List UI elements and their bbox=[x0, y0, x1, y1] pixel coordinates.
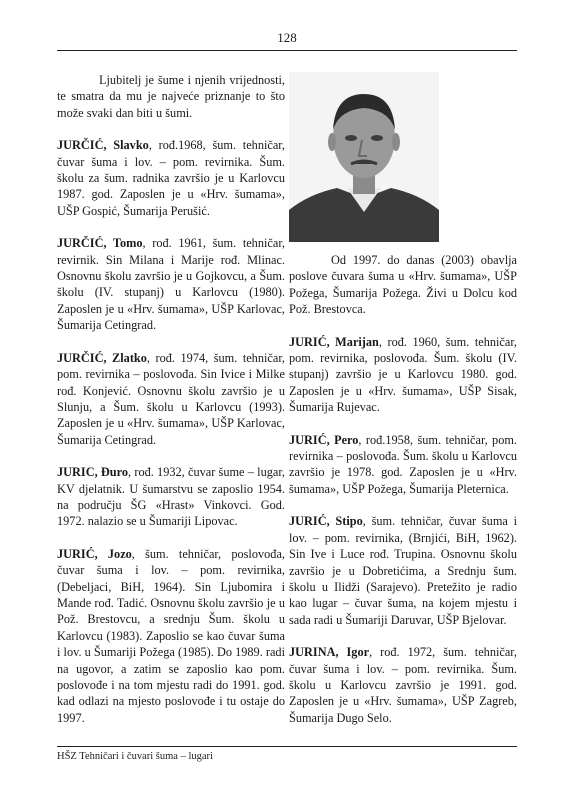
right-column bbox=[289, 72, 517, 742]
entry-text: , rođ. 1932, čuvar šume – lugar, KV djelatnik. U šumarstvu se zaposlio 1954. na području ŠG «Hrast» Vinkovci. God. 1972. nalazio se u Šumariji Lipovac. bbox=[57, 465, 286, 529]
entry-name: JURIC, Đuro bbox=[57, 465, 129, 480]
entry-text: , rođ. 1960, šum. tehničar, pom. revirnika, poslovođa. Šum. školu (IV. stupanj) završio je u Karlovcu 1980. god. Zaposlen je u «Hrv. šumama», UŠP Sisak, Šumarija Rujevac. bbox=[289, 334, 518, 415]
entry-name: JURČIĆ, Tomo bbox=[57, 236, 143, 251]
entry-name: JURIĆ, Marijan bbox=[289, 334, 379, 349]
entry-name: JURINA, Igor bbox=[289, 645, 370, 660]
biography-entry bbox=[57, 546, 285, 726]
biography-entry bbox=[57, 464, 285, 530]
biography-entry bbox=[57, 137, 285, 219]
entry-name: JURČIĆ, Slavko bbox=[57, 138, 149, 153]
continued-paragraph: Od 1997. do danas (2003) obavlja poslove čuvara šuma u «Hrv. šumama», UŠP Požega, Šumarija Požega. Živi u Dolcu kod Pož. Brestovca. bbox=[289, 253, 517, 317]
continued-paragraph: Ljubitelj je šume i njenih vrijednosti, te smatra da mu je najveće priznanje to što može svaki dan biti u šumi. bbox=[57, 73, 285, 120]
entry-name: JURIĆ, Stipo bbox=[289, 514, 363, 529]
entry-name: JURIĆ, Jozo bbox=[57, 546, 132, 561]
left-column bbox=[57, 72, 285, 742]
entry-text: , rođ. 1961, šum. tehničar, revirnik. Sin Milana i Marije rođ. Mlinac. Osnovnu školu završio je u Gojkovcu, a Šum. školu (IV. stupanj) u Karlovcu (1980). Zaposlen je u «Hrv. šumama», UŠP Karlovac, Šumarija Cetingrad. bbox=[57, 236, 285, 333]
entry-name: JURČIĆ, Zlatko bbox=[57, 350, 147, 365]
entry-text: , rođ.1968, šum. tehničar, čuvar šuma i lov. – pom. revirnika. Šum. školu za šum. radnika završio je u Karlovcu 1987. god. Zaposlen je u «Hrv. šumama», UŠP Gospić, Šumarija Perušić. bbox=[57, 138, 285, 218]
entry-name: JURIĆ, Pero bbox=[289, 432, 359, 447]
biography-entry bbox=[57, 350, 285, 448]
entry-text: , rođ.1958, šum. tehničar, pom. revirnika – poslovođa. Šum. školu u Karlovcu završio je 1978. god. Zaposlen je u «Hrv. šumama», UŠP Požega, Šumarija Pleternica. bbox=[289, 432, 517, 496]
page-footer: HŠZ Tehničari i čuvari šuma – lugari bbox=[57, 751, 213, 762]
entry-text: , rođ. 1974, šum. tehničar, pom. revirnika – poslovođa. Sin Ivice i Milke rođ. Konjević. Osnovnu školu završio je u Slunju, a Šum. školu u Karlovcu (1993). Zaposlen je u «Hrv. šumama», UŠP Karlovac, Šumarija Cetingrad. bbox=[57, 350, 285, 447]
page-number: 128 bbox=[277, 30, 297, 45]
entry-text: , šum. tehničar, poslovođa, čuvar šuma i lov. – pom. revirnika, (Debeljaci, BiH, 1964). Sin Ljubomira i Mande rođ. Tadić. Osnovnu školu završio je u Pož. Brestovcu, a srednju Šum. školu u Karlovcu (1983). Zaposlio se kao čuvar šuma i lov. u Šumariji Požega (1985). Do 1989. radi na ugovor, a zatim se zaposlio kao pom. poslovođe i na tom mjestu radi do 1991. god. kad odlazi na mjesto poslovođe i tu ostaje do 1997. bbox=[57, 546, 285, 725]
biography-entry bbox=[289, 513, 517, 628]
entry-text: , šum. tehničar, čuvar šuma i lov. – pom. revirnika, (Brnjići, BiH, 1962). Sin Ive i Luce rođ. Trupina. Osnovnu školu završio je u Dobretićima, a Srednju šum. školu u Ilidži (Sarajevo). Pretežito je radio kao lugar – čuvar šuma, na kojem mjestu i sada radi u Šumariji Daruvar, UŠP Bjelovar. bbox=[289, 514, 518, 627]
header-rule bbox=[57, 50, 517, 51]
biography-entry bbox=[57, 235, 285, 333]
portrait-photo bbox=[289, 72, 439, 242]
biography-entry bbox=[289, 432, 517, 498]
entry-text: , rođ. 1972, šum. tehničar, čuvar šuma i lov. – pom. revirnika. Šum. školu u Karlovcu završio je 1991. god. Zaposlen je u «Hrv. šumama», UŠP Zagreb, Šumarija Dugo Selo. bbox=[289, 645, 517, 725]
footer-rule bbox=[57, 746, 517, 747]
biography-entry bbox=[289, 644, 517, 726]
portrait-image bbox=[289, 72, 439, 242]
biography-entry bbox=[289, 334, 517, 416]
